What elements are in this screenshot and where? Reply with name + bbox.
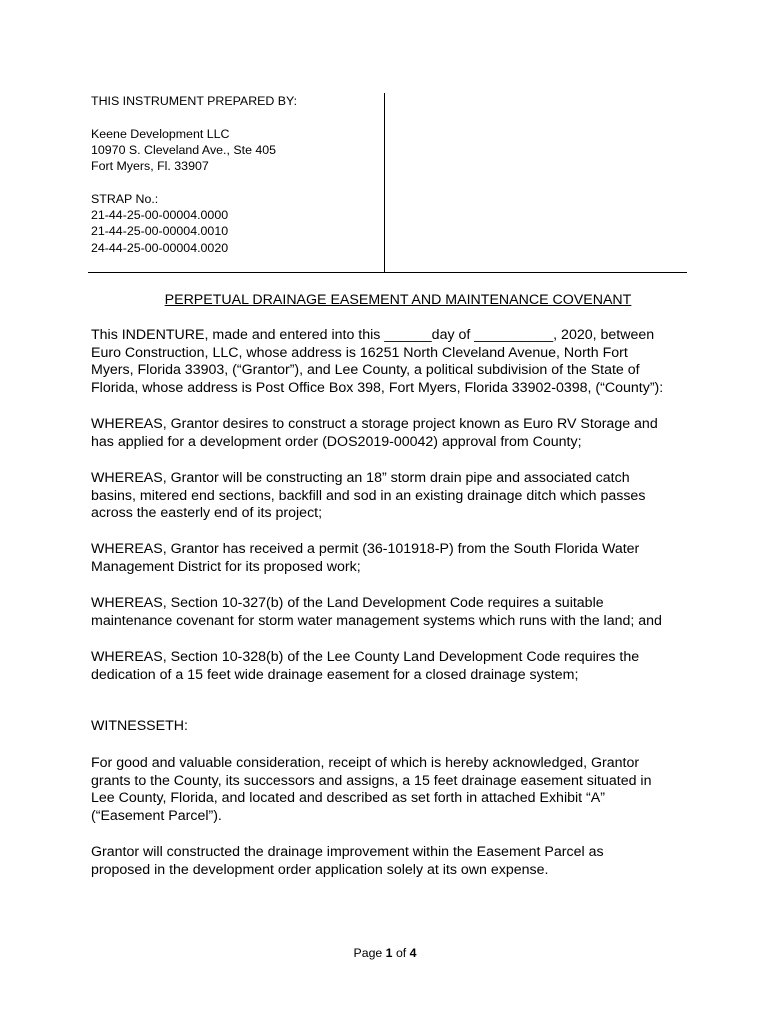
page-word: Page	[353, 946, 383, 960]
header-horizontal-divider	[88, 272, 687, 273]
paragraph-line: WITNESSETH:	[91, 718, 188, 734]
paragraph-line: For good and valuable consideration, receipt of which is hereby acknowledged, Grantor	[91, 755, 640, 771]
paragraph-line: Grantor will constructed the drainage improvement within the Easement Parcel as	[91, 844, 604, 860]
current-page-number: 1	[385, 946, 393, 960]
paragraph-line: Management District for its proposed work;	[91, 558, 361, 575]
document-title-text: PERPETUAL DRAINAGE EASEMENT AND MAINTENANCE COVENANT	[164, 292, 632, 308]
paragraph-line: grants to the County, its successors and assigns, a 15 feet drainage easement situated in	[91, 772, 652, 789]
paragraph-line: Myers, Florida 33903, (“Grantor”), and Lee County, a political subdivision of the State of	[91, 362, 640, 379]
strap-label: STRAP No.:	[91, 191, 159, 206]
paragraph-line: maintenance covenant for storm water management systems which runs with the land; and	[91, 612, 662, 629]
paragraph-line: basins, mitered end sections, backfill and sod in an existing drainage ditch which passes	[91, 487, 646, 504]
paragraph-line: Lee County, Florida, and located and described as set forth in attached Exhibit “A”	[91, 790, 605, 807]
paragraph-line: proposed in the development order application solely at its own expense.	[91, 861, 549, 878]
paragraph-line: WHEREAS, Section 10-328(b) of the Lee County Land Development Code requires the	[91, 649, 640, 665]
preparer-block	[91, 93, 297, 256]
paragraph-line: across the easterly end of its project;	[91, 505, 323, 522]
prepared-by-label: THIS INSTRUMENT PREPARED BY:	[91, 94, 298, 108]
strap-number: 24-44-25-00-00004.0020	[91, 240, 229, 255]
paragraph-line: This INDENTURE, made and entered into this ______day of __________, 2020, between	[91, 327, 655, 343]
paragraph-line: WHEREAS, Grantor desires to construct a storage project known as Euro RV Storage and	[91, 416, 658, 432]
paragraph-line: WHEREAS, Section 10-327(b) of the Land Development Code requires a suitable	[91, 595, 604, 611]
total-pages-number: 4	[409, 946, 417, 960]
preparer-company: Keene Development LLC	[91, 126, 230, 141]
indenture-paragraph	[91, 327, 701, 397]
page-footer	[0, 945, 770, 961]
document-title	[0, 291, 770, 309]
strap-number: 21-44-25-00-00004.0010	[91, 224, 229, 239]
preparer-address-line2: Fort Myers, Fl. 33907	[91, 159, 209, 174]
construction-paragraph	[91, 844, 701, 879]
paragraph-line: has applied for a development order (DOS2019-00042) approval from County;	[91, 433, 582, 450]
paragraph-line: WHEREAS, Grantor has received a permit (36-101918-P) from the South Florida Water	[91, 541, 640, 557]
of-word: of	[395, 946, 407, 960]
paragraph-line: Euro Construction, LLC, whose address is 16251 North Cleveland Avenue, North Fort	[91, 344, 628, 361]
paragraph-line: dedication of a 15 feet wide drainage easement for a closed drainage system;	[91, 666, 579, 683]
witnesseth-heading	[91, 718, 701, 736]
whereas-paragraph-5	[91, 649, 701, 684]
strap-number: 21-44-25-00-00004.0000	[91, 208, 229, 223]
header-vertical-divider	[384, 93, 385, 272]
consideration-paragraph	[91, 755, 701, 825]
whereas-paragraph-4	[91, 595, 701, 630]
whereas-paragraph-1	[91, 416, 701, 451]
whereas-paragraph-3	[91, 541, 701, 576]
paragraph-line: Florida, whose address is Post Office Box 398, Fort Myers, Florida 33902-0398, (“County”):	[91, 379, 664, 396]
whereas-paragraph-2	[91, 470, 701, 523]
paragraph-line: (“Easement Parcel”).	[91, 807, 222, 824]
paragraph-line: WHEREAS, Grantor will be constructing an 18” storm drain pipe and associated catch	[91, 470, 630, 486]
preparer-address-line1: 10970 S. Cleveland Ave., Ste 405	[91, 142, 277, 157]
